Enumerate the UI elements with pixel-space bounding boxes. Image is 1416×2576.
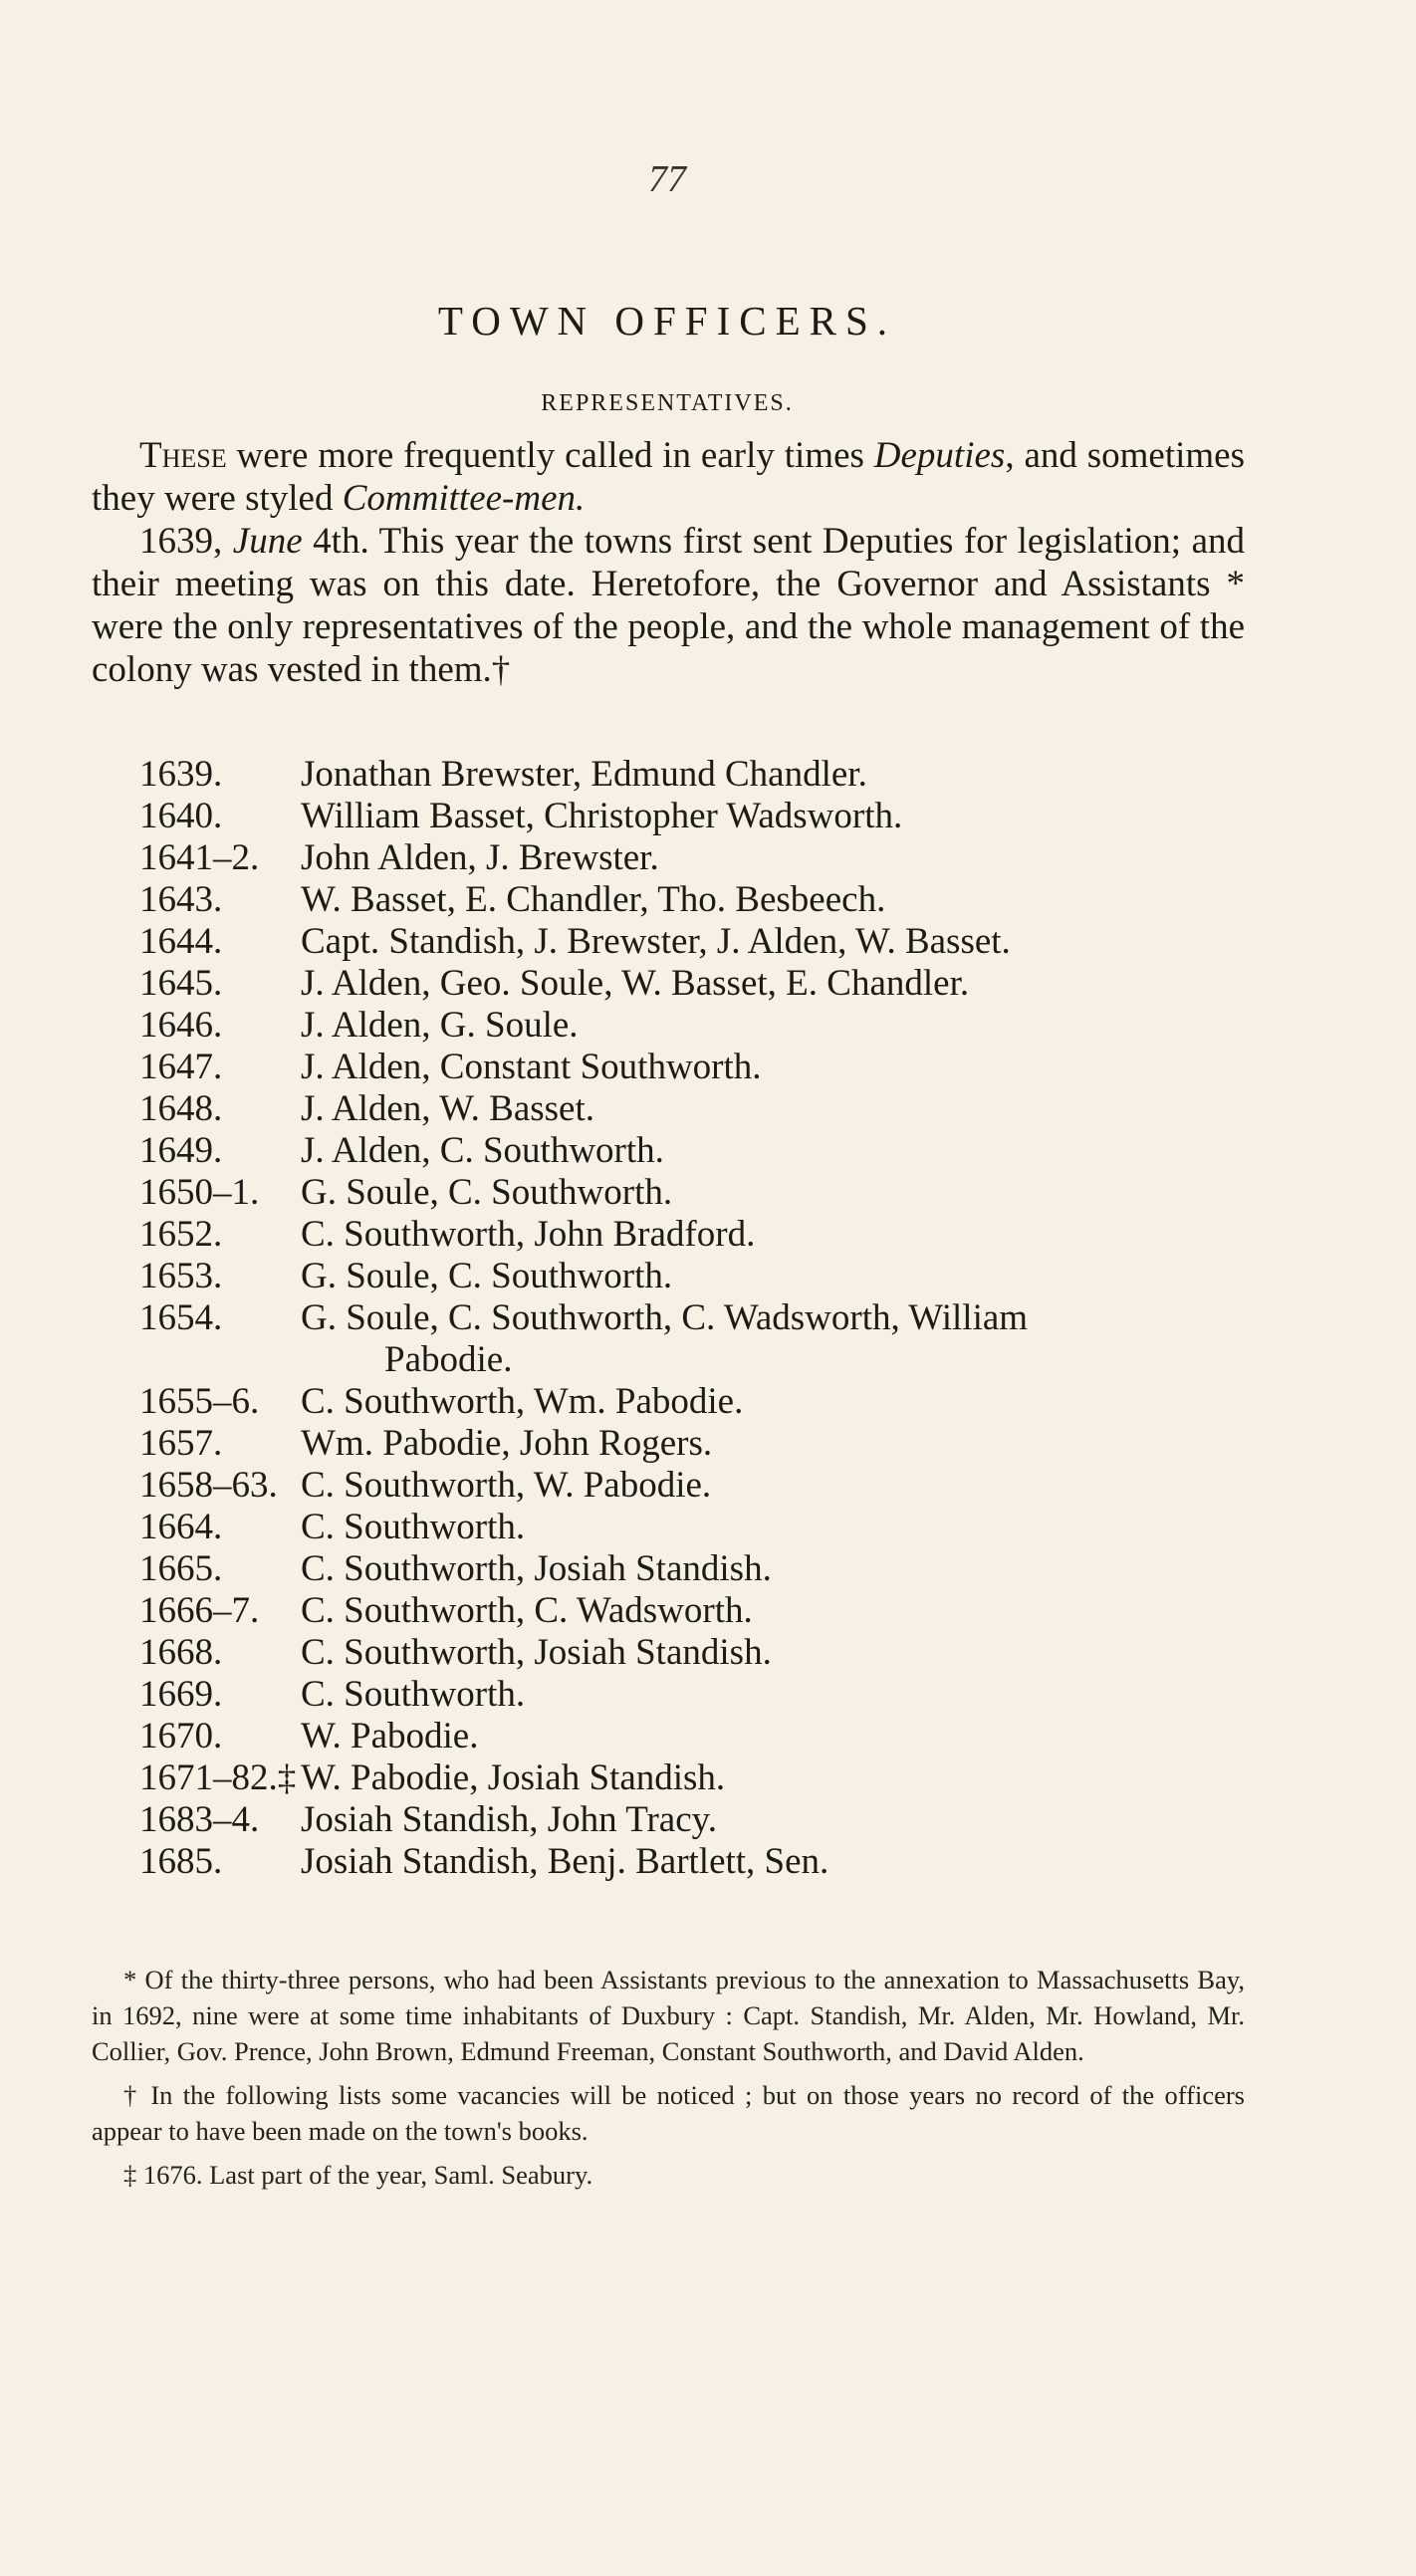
entry-year: 1653. [139,1256,223,1296]
entry-names: C. Southworth, W. Pabodie. [301,1465,712,1506]
entry-year: 1639. [139,754,223,795]
entry-year: 1652. [139,1214,223,1255]
list-item [139,879,1255,921]
entry-names: William Basset, Christopher Wadsworth. [301,796,903,836]
entry-year: 1643. [139,879,223,920]
entry-year: 1650–1. [139,1172,260,1213]
list-item [139,1088,1255,1130]
list-item [139,1381,1255,1423]
page-number: 77 [648,158,686,200]
list-item [139,1172,1255,1214]
entry-names: J. Alden, Constant Southworth. [301,1047,762,1087]
entry-year: 1669. [139,1674,223,1715]
term-deputies: Deputies [873,435,1006,476]
entry-names: G. Soule, C. Southworth, C. Wadsworth, William Pabodie. [301,1297,1255,1381]
footnote: ‡ 1676. Last part of the year, Saml. Seabury. [123,2160,593,2190]
entry-year: 1666–7. [139,1590,260,1631]
entry-names: Wm. Pabodie, John Rogers. [301,1423,713,1464]
list-item [139,1674,1255,1716]
page-title: TOWN OFFICERS. [437,298,897,344]
entry-names: C. Southworth. [301,1507,526,1547]
entry-names: C. Southworth. [301,1674,526,1715]
footnote: * Of the thirty-three persons, who had been Assistants previous to the annexation to Massachusetts Bay, in 1692, nine were at some time inhabitants of Duxbury : Capt. Standish, Mr. Alden, Mr. Howland, Mr. Collier, Gov. Prence, John Brown, Edmund Freeman, Constant Southworth, and David Alden. [92,1965,1245,2066]
entry-year: 1671–82.‡ [139,1757,297,1798]
list-item [139,1757,1255,1799]
list-item [139,1465,1255,1507]
entry-names: C. Southworth, Josiah Standish. [301,1632,772,1673]
entry-names: J. Alden, C. Southworth. [301,1130,664,1171]
entry-names: C. Southworth, C. Wadsworth. [301,1590,753,1631]
entry-year: 1658–63. [139,1465,278,1506]
list-item [139,1130,1255,1172]
list-item [139,1590,1255,1632]
entry-names: Capt. Standish, J. Brewster, J. Alden, W. Basset. [301,921,1011,962]
entry-year: 1645. [139,963,223,1004]
entry-names: Jonathan Brewster, Edmund Chandler. [301,754,867,795]
footnotes [92,1962,1245,2201]
entry-year: 1683–4. [139,1799,260,1840]
entry-year: 1685. [139,1841,223,1882]
entry-names: W. Pabodie, Josiah Standish. [301,1757,726,1798]
list-item [139,963,1255,1005]
list-item [139,796,1255,837]
representatives-list [139,754,1255,1883]
list-item [139,1005,1255,1047]
list-item [139,1548,1255,1590]
list-item [139,1799,1255,1841]
entry-names: C. Southworth, John Bradford. [301,1214,756,1255]
entry-year: 1640. [139,796,223,836]
entry-year: 1654. [139,1297,223,1338]
intro-paragraph-1: These were more frequently called in early times Deputies, and sometimes they were styled Committee-men. [92,435,1245,519]
entry-names: C. Southworth, Josiah Standish. [301,1548,772,1589]
entry-names: G. Soule, C. Southworth. [301,1256,673,1296]
entry-names: Josiah Standish, John Tracy. [301,1799,718,1840]
entry-year: 1670. [139,1716,223,1756]
list-item [139,1507,1255,1548]
list-item [139,1297,1255,1381]
list-item [139,754,1255,796]
intro-paragraph-2: 1639, June 4th. This year the towns first sent Deputies for legislation; and their meeting was on this date. Heretofore, the Governor and Assistants * were the only representatives of the people, and the whole management of the colony was vested in them.† [92,521,1246,690]
list-item [139,1047,1255,1088]
entry-names: J. Alden, Geo. Soule, W. Basset, E. Chandler. [301,963,970,1004]
entry-year: 1646. [139,1005,223,1046]
entry-year: 1641–2. [139,837,260,878]
entry-names-continued: Pabodie. [384,1339,513,1380]
term-committee-men: Committee-men. [342,478,586,519]
entry-year: 1657. [139,1423,223,1464]
list-item [139,837,1255,879]
list-item [139,1214,1255,1256]
list-item [139,1716,1255,1757]
entry-names: John Alden, J. Brewster. [301,837,659,878]
entry-names: W. Pabodie. [301,1716,479,1756]
entry-year: 1655–6. [139,1381,260,1422]
entry-names: J. Alden, W. Basset. [301,1088,594,1129]
entry-year: 1647. [139,1047,223,1087]
list-item [139,921,1255,963]
entry-names: G. Soule, C. Southworth. [301,1172,673,1213]
drop-lead-word: These [139,435,227,476]
entry-names: J. Alden, G. Soule. [301,1005,579,1046]
list-item [139,1423,1255,1465]
entry-year: 1648. [139,1088,223,1129]
list-item [139,1632,1255,1674]
entry-year: 1664. [139,1507,223,1547]
list-item [139,1841,1255,1883]
list-item [139,1256,1255,1297]
entry-year: 1644. [139,921,223,962]
footnote: † In the following lists some vacancies will be noticed ; but on those years no record of the officers appear to have been made on the town's books. [92,2080,1245,2146]
entry-year: 1649. [139,1130,223,1171]
section-heading: REPRESENTATIVES. [541,390,794,416]
entry-year: 1668. [139,1632,223,1673]
entry-names: C. Southworth, Wm. Pabodie. [301,1381,744,1422]
intro-text [92,434,1245,691]
entry-year: 1665. [139,1548,223,1589]
entry-names: W. Basset, E. Chandler, Tho. Besbeech. [301,879,886,920]
entry-names: Josiah Standish, Benj. Bartlett, Sen. [301,1841,829,1882]
